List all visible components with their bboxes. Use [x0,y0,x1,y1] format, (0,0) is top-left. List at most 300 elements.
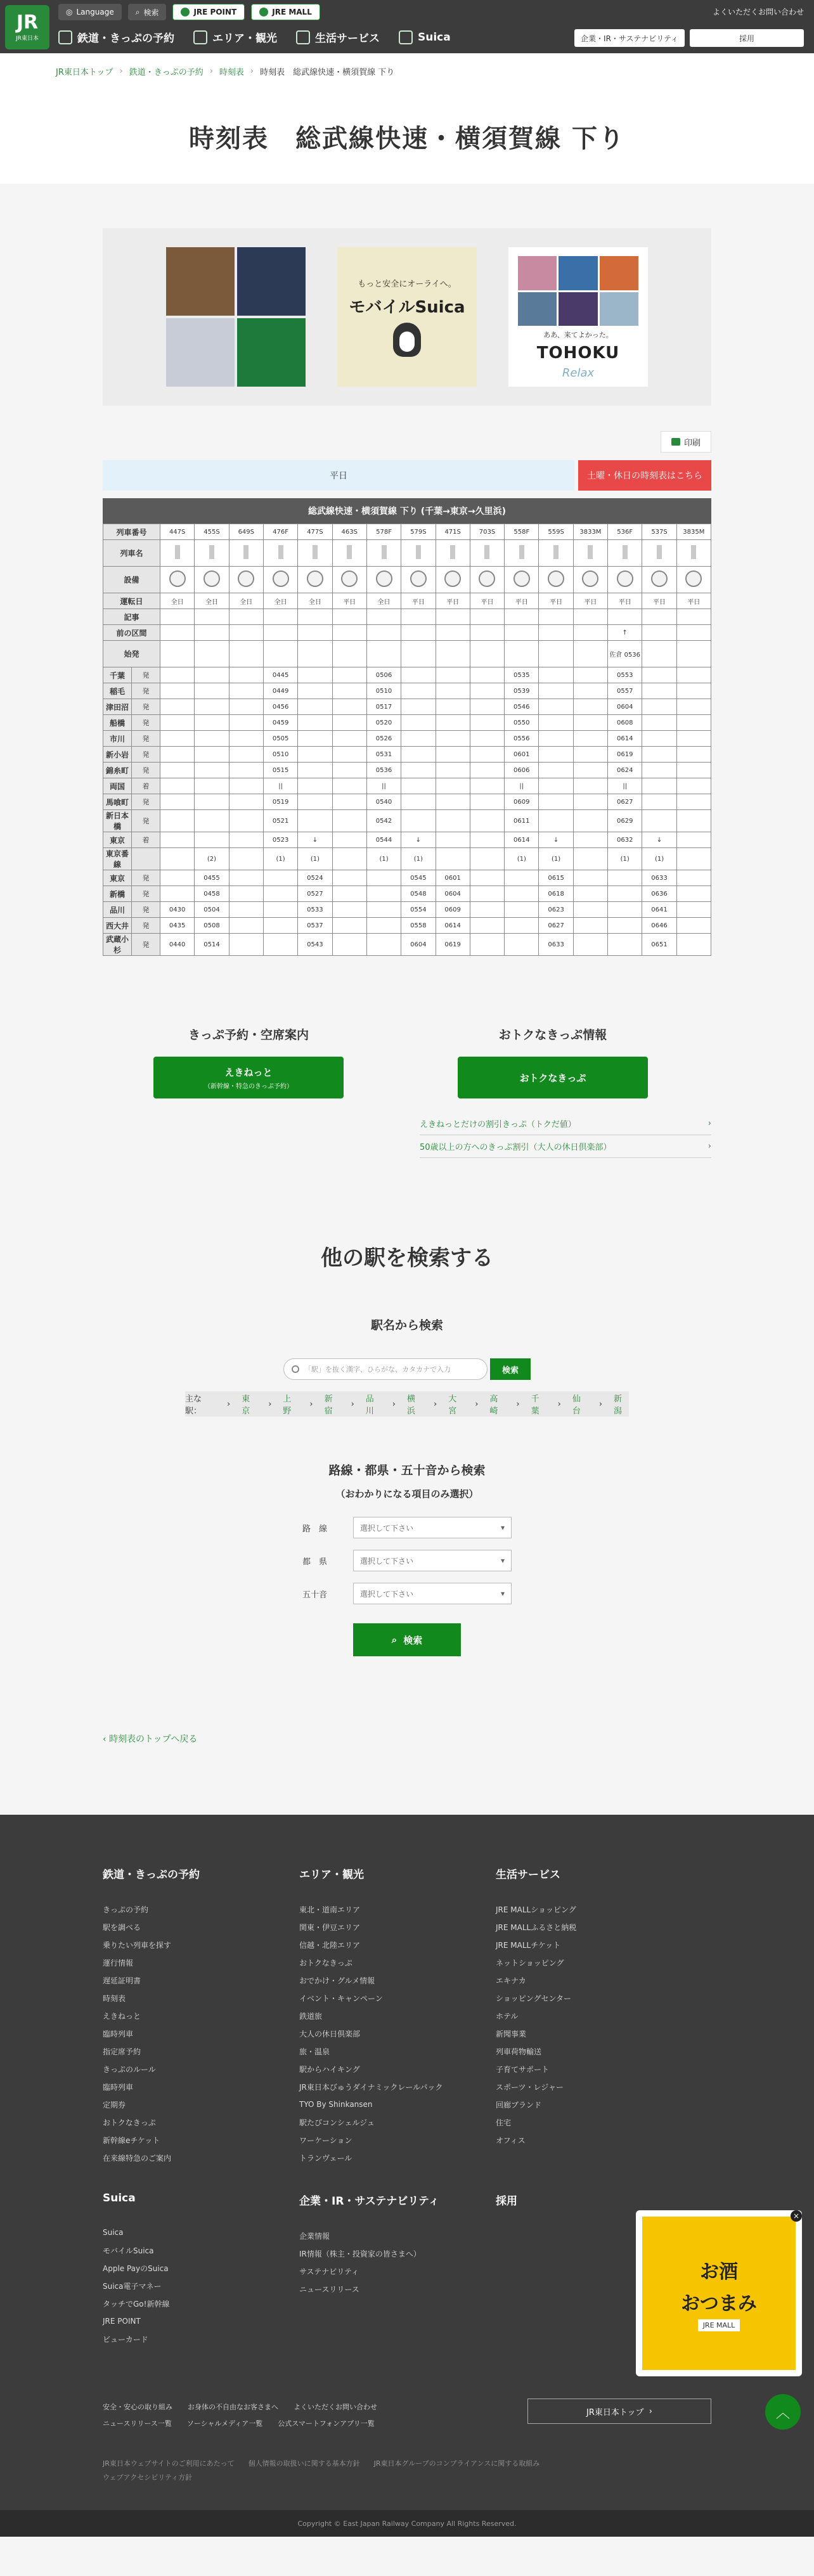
time-cell [332,667,366,683]
footer-link[interactable]: ニュースリリース [299,2284,359,2294]
footer-link[interactable]: 運行情報 [103,1958,134,1967]
footer-link[interactable]: IR情報（株主・投資家の皆さまへ） [299,2249,421,2258]
footer-link[interactable]: Suica [103,2228,124,2237]
operating-day: 全日 [160,593,195,609]
train-number[interactable]: 476F [263,524,297,540]
time-cell [573,778,607,794]
footer-link[interactable]: TYO By Shinkansen [299,2100,373,2109]
banner-mobile-suica[interactable] [337,247,477,387]
time-cell: 0614 [436,918,470,934]
time-cell [676,848,711,870]
time-cell [573,832,607,848]
time-cell [436,699,470,715]
row-label: 列車番号 [103,524,160,540]
time-cell [642,731,676,747]
train-number[interactable]: 3835M [676,524,711,540]
time-cell [160,870,195,886]
ticket-link[interactable] [420,1135,711,1158]
corp-link[interactable]: 企業・IR・サステナビリティ [574,29,685,47]
note-cell [160,609,195,625]
time-cell [298,810,332,832]
chevron-down-icon: ▾ [500,1589,505,1598]
operating-day: 平日 [676,593,711,609]
time-cell [470,699,504,715]
footer-link[interactable]: JRE MALLチケット [496,1940,561,1950]
train-number[interactable]: 447S [160,524,195,540]
ekinet-button[interactable] [153,1057,344,1098]
train-number[interactable]: 455S [195,524,229,540]
time-cell: (1) [366,848,401,870]
time-cell [505,886,539,902]
major-station-link[interactable]: 高崎 [489,1394,498,1416]
time-cell [436,715,470,731]
train-number[interactable]: 536F [608,524,642,540]
footer-link[interactable]: オフィス [496,2135,526,2145]
footer-link[interactable]: ビューカード [103,2334,148,2344]
time-cell: 0449 [263,683,297,699]
time-cell [676,715,711,731]
time-cell [195,667,229,683]
major-station-link[interactable]: 新潟 [614,1394,623,1416]
footer-accessibility-link[interactable]: ウェブアクセシビリティ方針 [103,2473,193,2482]
chevron-up-icon: ︿ [775,2405,790,2421]
prev-cell [298,625,332,641]
major-station-link[interactable]: 品川 [365,1394,374,1416]
row-label: 品川 [103,902,132,918]
time-cell: 0606 [505,763,539,778]
ticket-link[interactable] [420,1112,711,1135]
footer-link[interactable]: エキナカ [496,1976,526,1985]
facility-cell [263,567,297,593]
time-cell: (1) [298,848,332,870]
time-cell [539,747,573,763]
footer-link[interactable]: 駅たびコンシェルジュ [299,2118,375,2127]
time-cell: 0651 [642,934,676,956]
nav-item[interactable] [399,30,451,44]
train-name [160,540,195,567]
major-station-link[interactable]: 横浜 [407,1394,416,1416]
floating-ad[interactable] [636,2210,802,2376]
footer-link[interactable]: スポーツ・レジャー [496,2082,564,2092]
timetable-row [103,609,711,625]
major-stations [185,1391,629,1417]
train-number[interactable]: 649S [229,524,263,540]
footer-link[interactable]: ネットショッピング [496,1958,564,1967]
train-number[interactable]: 579S [401,524,436,540]
footer-heading: 採用 [496,2195,517,2208]
footer-link[interactable]: 乗りたい列車を探す [103,1940,172,1950]
time-cell [573,870,607,886]
recruit-link[interactable]: 採用 [690,29,804,47]
operating-day: 平日 [436,593,470,609]
day-tabs [103,460,711,491]
origin-cell: 佐倉 0536 [608,641,642,667]
footer-link[interactable]: 住宅 [496,2118,512,2127]
time-cell [401,763,436,778]
ekinet-sub: （新幹線・特急のきっぷ予約） [204,1083,293,1090]
train-name [642,540,676,567]
time-cell: 0539 [505,683,539,699]
train-type-icon [347,545,352,559]
time-cell: 0601 [505,747,539,763]
footer-bottom-link[interactable]: ニュースリリース一覧 [103,2419,172,2428]
time-cell [642,699,676,715]
row-dir: 発 [132,667,160,683]
nav-item[interactable] [193,29,277,45]
footer-link[interactable]: 回廊ブランド [496,2100,542,2109]
chevron-right-icon: › [226,1399,231,1409]
prev-cell [505,625,539,641]
banner-text: ああ、来てよかった。 [543,331,613,339]
prev-cell [229,625,263,641]
line-search-note: （おわかりになる項目のみ選択） [335,1488,479,1500]
row-label: 千葉 [103,667,132,683]
footer-link[interactable]: 時刻表 [103,1993,126,2003]
time-cell: 0506 [366,667,401,683]
time-cell: 0510 [366,683,401,699]
major-label: 主な駅： [185,1394,202,1416]
breadcrumb-rail[interactable]: 鉄道・きっぷの予約 [129,67,204,77]
row-label: 記事 [103,609,160,625]
deal-ticket-title: おトクなきっぷ情報 [498,1028,607,1042]
search-button[interactable] [128,4,167,20]
time-cell [332,832,366,848]
back-to-timetable-link[interactable]: ‹ 時刻表のトップへ戻る [103,1734,198,1744]
time-cell [332,778,366,794]
footer-link[interactable]: おトクなきっぷ [103,2118,156,2127]
jre-mall-link[interactable] [251,4,320,20]
note-cell [195,609,229,625]
row-label: 津田沼 [103,699,132,715]
footer-link[interactable]: JR東日本びゅうダイナミックレールパック [299,2082,443,2092]
time-cell [229,848,263,870]
major-station-link[interactable]: 仙台 [572,1394,581,1416]
origin-cell [676,641,711,667]
deal-ticket-button[interactable] [458,1057,648,1098]
time-cell [401,699,436,715]
jr-east-top-button[interactable]: JR東日本トップ › [527,2399,711,2424]
time-cell [470,918,504,934]
title-bar [0,89,814,184]
train-number[interactable]: 559S [539,524,573,540]
time-cell [229,763,263,778]
time-cell [676,667,711,683]
row-label: 新小岩 [103,747,132,763]
time-cell [608,886,642,902]
footer-link[interactable]: JRE MALLショッピング [496,1905,576,1914]
time-cell: (1) [539,848,573,870]
footer-link[interactable]: ショッピングセンター [496,1993,572,2003]
footer-link[interactable]: モバイルSuica [103,2246,154,2255]
print-button[interactable] [661,431,711,453]
time-cell [436,747,470,763]
time-cell: 0627 [608,794,642,810]
search-button-label: 検索 [403,1634,423,1646]
operating-day: 平日 [505,593,539,609]
breadcrumb-current: 時刻表 総武線快速・横須賀線 下り [260,67,395,77]
footer-link[interactable]: 列車荷物輸送 [496,2047,542,2056]
facility-cell [366,567,401,593]
prev-cell [401,625,436,641]
footer-link[interactable]: 東北・道南エリア [299,1905,361,1914]
train-number[interactable]: 463S [332,524,366,540]
time-cell: 0510 [263,747,297,763]
close-icon[interactable]: × [791,2210,802,2222]
time-cell: 0445 [263,667,297,683]
footer-link[interactable]: Apple PayのSuica [103,2264,169,2273]
row-label: 両国 [103,778,132,794]
note-cell [436,609,470,625]
jre-point-link[interactable] [172,4,245,20]
breadcrumb-timetable[interactable]: 時刻表 [219,67,244,77]
nav-label: Suica [418,30,451,44]
footer-bottom-link[interactable]: ソーシャルメディア一覧 [186,2419,263,2428]
train-name [573,540,607,567]
time-cell [229,667,263,683]
banner-travel[interactable] [166,247,306,387]
time-cell [332,886,366,902]
footer-policy-links[interactable]: JR東日本ウェブサイトのご利用にあたって 個人情報の取扱いに関する基本方針 JR東日本グループのコンプライアンスに関する取組み [103,2459,540,2468]
footer-link[interactable]: Suica電子マネー [103,2281,162,2291]
note-cell [573,609,607,625]
train-type-icon [623,545,628,559]
footer-link[interactable]: 駅を調べる [103,1922,141,1932]
time-cell: 0520 [366,715,401,731]
time-cell [229,715,263,731]
footer-link[interactable]: サステナビリティ [299,2267,359,2276]
station-search-input[interactable] [283,1358,488,1380]
footer-link[interactable]: タッチでGo!新幹線 [103,2299,170,2309]
footer-link[interactable]: 定期券 [103,2100,126,2109]
time-cell: 0504 [195,902,229,918]
time-cell: (1) [505,848,539,870]
footer-link[interactable]: 関東・伊豆エリア [299,1922,361,1932]
train-number[interactable]: 477S [298,524,332,540]
footer-link[interactable]: 臨時列車 [103,2029,134,2038]
footer-link[interactable]: 子育てサポート [496,2064,550,2074]
footer-link[interactable]: 信越・北陸エリア [299,1940,361,1950]
time-cell [401,667,436,683]
time-cell: 0604 [401,934,436,956]
train-name [298,540,332,567]
station-search-button[interactable]: 検索 [490,1358,531,1380]
time-cell [366,870,401,886]
footer-link[interactable]: 鉄道旅 [299,2011,323,2021]
banner-tohoku[interactable] [508,247,648,387]
nav-icon [296,30,310,44]
ad-line2: おつまみ [681,2292,757,2315]
footer-bottom-link[interactable]: よくいただくお問い合わせ [294,2403,377,2411]
footer-bottom-link[interactable]: お身体の不自由なお客さまへ [188,2403,278,2411]
time-cell [332,794,366,810]
breadcrumb-separator: › [209,66,213,76]
origin-cell [298,641,332,667]
time-cell [573,810,607,832]
time-cell [160,794,195,810]
ticket-link-label: 50歳以上の方へのきっぷ割引（大人の休日倶楽部） [420,1143,612,1152]
nav-icon [193,30,207,44]
train-name [195,540,229,567]
footer-link[interactable]: 新聞事業 [496,2029,527,2038]
facility-icon [273,570,289,587]
row-label: 東京 [103,870,132,886]
time-cell [195,778,229,794]
train-number[interactable]: 537S [642,524,676,540]
time-cell [195,794,229,810]
station-row [103,934,711,956]
nav-item[interactable] [58,29,174,45]
operating-day: 平日 [573,593,607,609]
jr-logo[interactable] [5,5,49,49]
footer-link[interactable]: 旅・温泉 [299,2047,330,2056]
footer-link[interactable]: ホテル [496,2011,519,2021]
row-dir: 発 [132,715,160,731]
footer-link[interactable]: きっぷのルール [103,2064,156,2074]
time-cell [676,699,711,715]
footer-link[interactable]: 指定席予約 [103,2047,141,2056]
select-field[interactable] [353,1517,512,1538]
select-field[interactable] [353,1550,512,1571]
faq-link[interactable]: よくいただくお問い合わせ [712,8,804,16]
time-cell: 0537 [298,918,332,934]
train-number[interactable]: 703S [470,524,504,540]
time-cell [676,731,711,747]
train-number[interactable]: 578F [366,524,401,540]
logo-sub: JR東日本 [16,35,39,42]
time-cell [573,848,607,870]
train-number[interactable]: 3833M [573,524,607,540]
footer-link[interactable]: 在来線特急のご案内 [103,2153,172,2163]
train-number[interactable]: 558F [505,524,539,540]
select-value: 選択して下さい [360,1589,414,1599]
major-station-link[interactable]: 大宮 [448,1394,457,1416]
time-cell: 0542 [366,810,401,832]
time-cell [401,810,436,832]
time-cell [263,918,297,934]
time-cell: 0604 [608,699,642,715]
breadcrumb-top[interactable]: JR東日本トップ [56,67,113,77]
ad-line3: JRE MALL [698,2319,740,2331]
footer-link[interactable]: トランヴェール [299,2153,352,2163]
footer-link[interactable]: ワーケーション [299,2135,352,2145]
note-cell [470,609,504,625]
time-cell [676,902,711,918]
time-cell [505,918,539,934]
footer-bottom-link[interactable]: 安全・安心の取り組み [103,2403,172,2411]
footer-link[interactable]: JRE MALLふるさと納税 [496,1922,577,1932]
facility-icon [582,570,598,587]
footer-link[interactable]: 駅からハイキング [299,2064,360,2074]
prev-cell: ↑ [608,625,642,641]
row-dir: 発 [132,918,160,934]
footer-link[interactable]: 遅延証明書 [103,1976,141,1985]
tab-weekday[interactable]: 平日 [103,460,574,491]
footer-link[interactable]: 大人の休日倶楽部 [299,2029,361,2038]
footer-link[interactable]: 臨時列車 [103,2082,134,2092]
time-cell [470,747,504,763]
timetable [103,524,711,956]
time-cell: 0546 [505,699,539,715]
footer-link[interactable]: えきねっと [103,2011,141,2021]
nav-icon [399,30,413,44]
time-cell [229,886,263,902]
tab-holiday[interactable]: 土曜・休日の時刻表はこちら [578,460,711,491]
time-cell: 0544 [366,832,401,848]
footer-link[interactable]: 新幹線eチケット [103,2135,160,2145]
train-number[interactable]: 471S [436,524,470,540]
facility-cell [608,567,642,593]
footer-link[interactable]: イベント・キャンペーン [299,1993,383,2003]
station-row [103,747,711,763]
time-cell [573,934,607,956]
row-dir: 発 [132,794,160,810]
note-cell [505,609,539,625]
banner-sub: Relax [562,366,595,380]
time-cell [470,715,504,731]
footer-link[interactable]: きっぷの予約 [103,1905,149,1914]
footer-link[interactable]: 企業情報 [299,2231,330,2241]
time-cell: 0624 [608,763,642,778]
time-cell: 0633 [539,934,573,956]
scroll-to-top-button[interactable] [765,2394,801,2430]
row-dir: 発 [132,810,160,832]
footer-link[interactable]: おトクなきっぷ [299,1958,352,1967]
major-station-link[interactable]: 千葉 [531,1394,539,1416]
station-row [103,810,711,832]
time-cell: 0557 [608,683,642,699]
facility-icon [410,570,427,587]
time-cell [676,778,711,794]
jre-mall-icon [259,8,268,16]
footer-link[interactable]: おでかけ・グルメ情報 [299,1976,375,1985]
time-cell [676,934,711,956]
nav-item[interactable] [296,29,380,45]
note-cell [642,609,676,625]
train-type-icon [243,545,249,559]
major-station-link[interactable]: 新宿 [324,1394,333,1416]
origin-cell [401,641,436,667]
time-cell: ↓ [539,832,573,848]
time-cell [298,763,332,778]
time-cell [608,902,642,918]
line-search-button[interactable] [353,1623,461,1656]
select-field[interactable] [353,1583,512,1604]
time-cell [505,902,539,918]
language-button[interactable] [58,4,122,20]
time-cell [539,699,573,715]
time-cell: 0535 [505,667,539,683]
major-station-link[interactable]: 上野 [283,1394,292,1416]
timetable-row [103,593,711,609]
time-cell [436,667,470,683]
train-name [332,540,366,567]
facility-icon [341,570,358,587]
print-label: 印刷 [683,438,701,448]
train-name [505,540,539,567]
footer-bottom-link[interactable]: 公式スマートフォンアプリ一覧 [278,2419,375,2428]
facility-cell [676,567,711,593]
time-cell [263,902,297,918]
time-cell: 0556 [505,731,539,747]
major-station-link[interactable]: 東京 [242,1394,250,1416]
time-cell: 0618 [539,886,573,902]
time-cell [573,886,607,902]
time-cell [332,763,366,778]
field-label: 五十音 [302,1590,328,1600]
search-icon [292,1365,299,1373]
time-cell [608,870,642,886]
footer-link[interactable]: JRE POINT [103,2317,141,2326]
